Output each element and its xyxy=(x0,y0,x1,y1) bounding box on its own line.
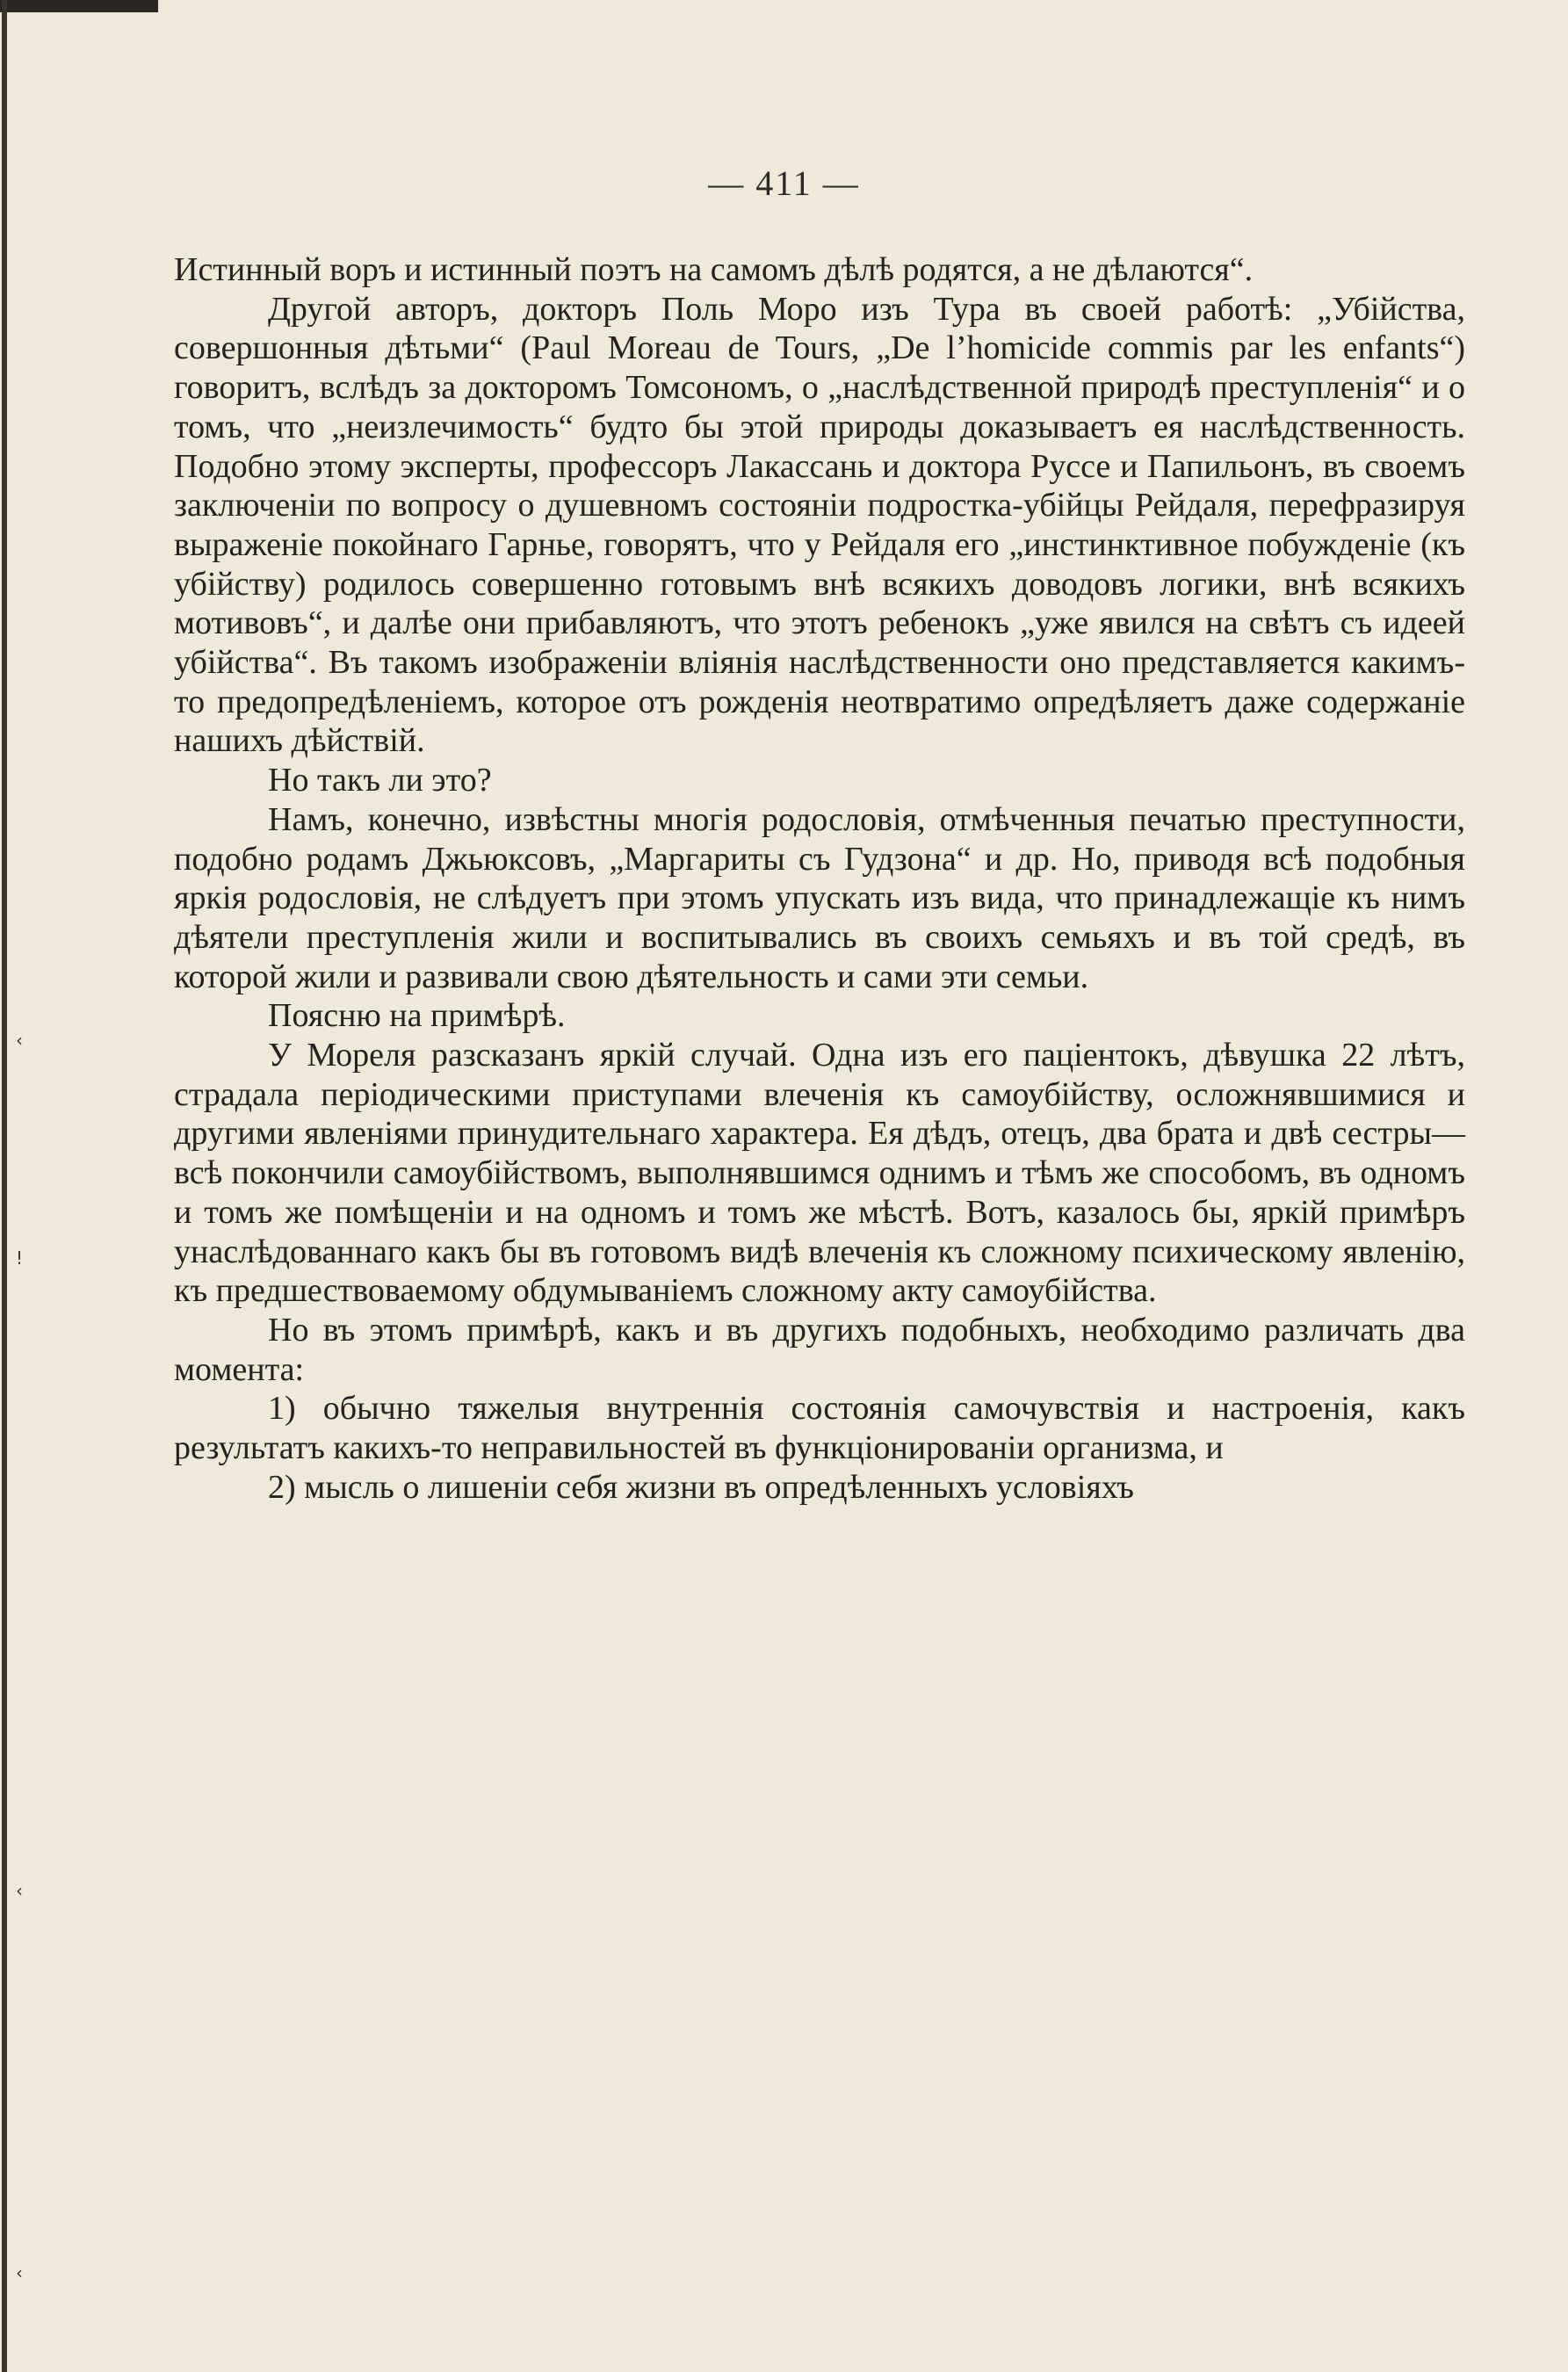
paragraph: Поясню на примѣрѣ. xyxy=(268,997,566,1035)
paragraph: Но въ этомъ примѣрѣ, какъ и въ другихъ подобныхъ, необходимо различать два момента: xyxy=(174,1311,1465,1388)
paragraph: У Мореля разсказанъ яркій случай. Одна изъ его паціентокъ, дѣвушка 22 лѣтъ, страдала періодическими приступами влеченія къ самоубійству, осложнявшимися и другими явленіями принудительнаго характера. Ея дѣдъ, отецъ, два брата и двѣ сестры—всѣ покончили самоубійствомъ, выполнявшимся однимъ и тѣмъ же способомъ, въ одномъ и томъ же помѣщеніи и на одномъ и томъ же мѣстѣ. Вотъ, казалось бы, яркій примѣръ унаслѣдованнаго какъ бы въ готовомъ видѣ влеченія къ сложному психическому явленію, къ предшествоваемому обдумываніемъ сложному акту самоубійства. xyxy=(174,1037,1465,1310)
scan-left-border xyxy=(2,0,7,2372)
margin-mark: ‹ xyxy=(16,1030,23,1051)
margin-mark: ! xyxy=(16,1247,24,1269)
scan-top-edge xyxy=(0,0,158,12)
paragraph: Истинный воръ и истинный поэтъ на самомъ дѣлѣ родятся, а не дѣлаются“. xyxy=(174,251,1254,288)
margin-mark: ‹ xyxy=(16,1880,23,1901)
paragraph: Намъ, конечно, извѣстны многія родословія, отмѣченныя печатью преступности, подобно родамъ Джьюксовъ, „Маргариты съ Гудзона“ и др. Но, приводя всѣ подобныя яркія родословія, не слѣдуетъ при этомъ упускать изъ вида, что принадлежащіе къ нимъ дѣятели преступленія жили и воспитывались въ своихъ семьяхъ и въ той средѣ, въ которой жили и развивали свою дѣятельность и сами эти семьи. xyxy=(174,800,1465,995)
body-text xyxy=(174,250,1465,1508)
paragraph: Другой авторъ, докторъ Поль Моро изъ Тура въ своей работѣ: „Убійства, совершонныя дѣтьми“ (Paul Moreau de Tours, „De l’homicide commis par les enfants“) говоритъ, вслѣдъ за докторомъ Томсономъ, о „наслѣдственной природѣ преступленія“ и о томъ, что „неизлечимость“ будто бы этой природы доказываетъ ея наслѣдственность. Подобно этому эксперты, профессоръ Лакассань и доктора Руссе и Папильонъ, въ своемъ заключеніи по вопросу о душевномъ состояніи подростка-убійцы Рейдаля, перефразируя выраженіе покойнаго Гарнье, говорятъ, что у Рейдаля его „инстинктивное побужденіе (къ убійству) родилось совершенно готовымъ внѣ всякихъ доводовъ логики, внѣ всякихъ мотивовъ“, и далѣе они прибавляютъ, что этотъ ребенокъ „уже явился на свѣтъ съ идеей убійства“. Въ такомъ изображеніи вліянія наслѣдственности оно представляется какимъ-то предопредѣленіемъ, которое отъ рожденія неотвратимо опредѣляетъ даже содержаніе нашихъ дѣйствій. xyxy=(174,290,1465,760)
list-item: 2) мысль о лишеніи себя жизни въ опредѣленныхъ условіяхъ xyxy=(268,1468,1134,1506)
paragraph: Но такъ ли это? xyxy=(268,762,492,799)
list-item: 1) обычно тяжелыя внутреннія состоянія самочувствія и настроенія, какъ результатъ какихъ-то неправильностей въ функціонированіи организма, и xyxy=(174,1390,1465,1467)
page-number: — 411 — xyxy=(708,163,860,203)
margin-mark: ‹ xyxy=(16,2262,23,2283)
